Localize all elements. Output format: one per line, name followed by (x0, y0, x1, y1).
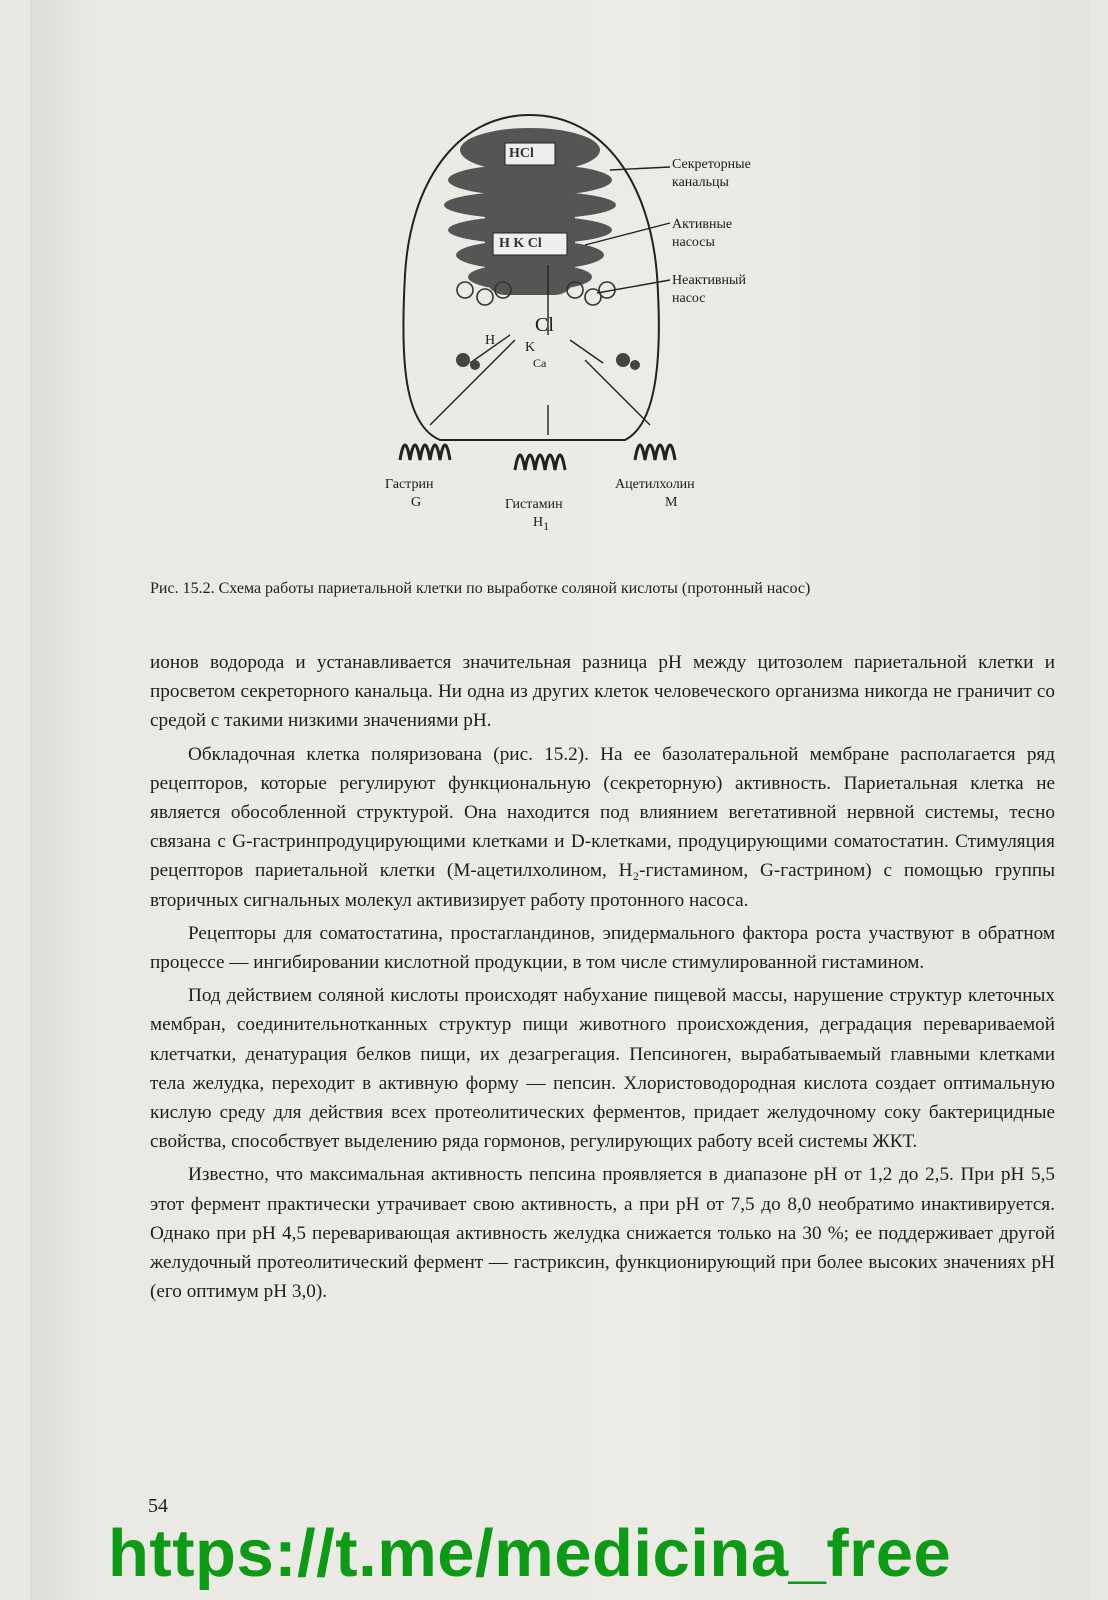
label-inactive-2: насос (672, 291, 706, 306)
label-acetylcholine-m: M (665, 495, 678, 510)
label-secretory-2: канальцы (672, 175, 729, 190)
label-gastrin-g: G (411, 495, 422, 510)
label-acetylcholine: Ацетилхолин (615, 477, 695, 492)
receptor-g-proteins (456, 353, 640, 370)
paragraph: Рецепторы для соматостатина, простагландинов, эпидермального фактора роста участвуют в обратном процессе — ингибировании кислотной продукции, в том числе стимулированной гистамином. (150, 922, 1055, 974)
paragraph: ионов водорода и устанавливается значительная разница pH между цитозолем париетальной клетки и просветом секреторного канальца. Ни одна из других клеток человеческого организма никогда не граничит со средой с такими низкими значениями pH. (150, 652, 1055, 732)
page-number: 54 (148, 1495, 168, 1517)
label-k: K (525, 340, 536, 355)
membrane-receptors (400, 445, 675, 470)
label-cl: Cl (535, 314, 554, 336)
parietal-cell-figure (345, 105, 751, 550)
label-ca: Ca (533, 356, 547, 370)
label-active-2: насосы (672, 235, 715, 250)
label-histamine-h1: $H_1$ (533, 515, 550, 533)
paragraph: Под действием соляной кислоты происходят набухание пищевой массы, нарушение структур клеточных мембран, соединительнотканных структур пищи животного происхождения, деградация перевариваемой клетчатки, денатурация белков пищи, их дезагрегация. Пепсиноген, вырабатываемый главными клетками тела желудка, переходит в активную форму — пепсин. Хлористоводородная кислота создает оптимальную кислую среду для действия всех протеолитических ферментов, придает желудочному соку бактерицидные свойства, способствует выделению ряда гормонов, регулирующих работу всей системы ЖКТ. (150, 985, 1055, 1153)
watermark-link[interactable]: https://t.me/medicina_free (108, 1516, 952, 1591)
label-h: H (485, 333, 496, 348)
label-hkcl: H K Cl (499, 236, 542, 251)
label-inactive-1: Неактивный (672, 273, 746, 288)
label-secretory-1: Секреторные (672, 157, 751, 172)
label-active-1: Активные (672, 217, 733, 232)
label-gastrin: Гастрин (385, 477, 434, 492)
body-text (150, 648, 1055, 1310)
paragraph: Известно, что максимальная активность пепсина проявляется в диапазоне pH от 1,2 до 2,5. При pH 5,5 этот фермент практически утрачивает свою активность, а при pH от 7,5 до 8,0 необратимо инактивируется. Однако при pH 4,5 переваривающая активность желудка снижается только на 30 %; ее поддерживает другой желудочный протеолитический фермент — гастриксин, функционирующий при более высоких значениях pH (его оптимум pH 3,0). (150, 1164, 1055, 1303)
figure-caption: Рис. 15.2. Схема работы париетальной клетки по выработке соляной кислоты (протонный насос) (150, 580, 811, 597)
label-hcl: HCl (509, 146, 534, 161)
paragraph: Обкладочная клетка поляризована (рис. 15.2). На ее базолатеральной мембране располагается ряд рецепторов, которые регулируют функциональную (секреторную) активность. Париетальная клетка не является обособленной структурой. Она находится под влиянием вегетативной нервной системы, тесно связана с G-гастринпродуцирующими клетками и D-клетками, продуцирующими соматостатин. Стимуляция рецепторов париетальной клетки (М-ацетилхолином, H₂-гистамином, G-гастрином) с помощью группы вторичных сигнальных молекул активизирует работу протонного насоса. (150, 743, 1055, 911)
label-histamine: Гистамин (505, 497, 563, 512)
